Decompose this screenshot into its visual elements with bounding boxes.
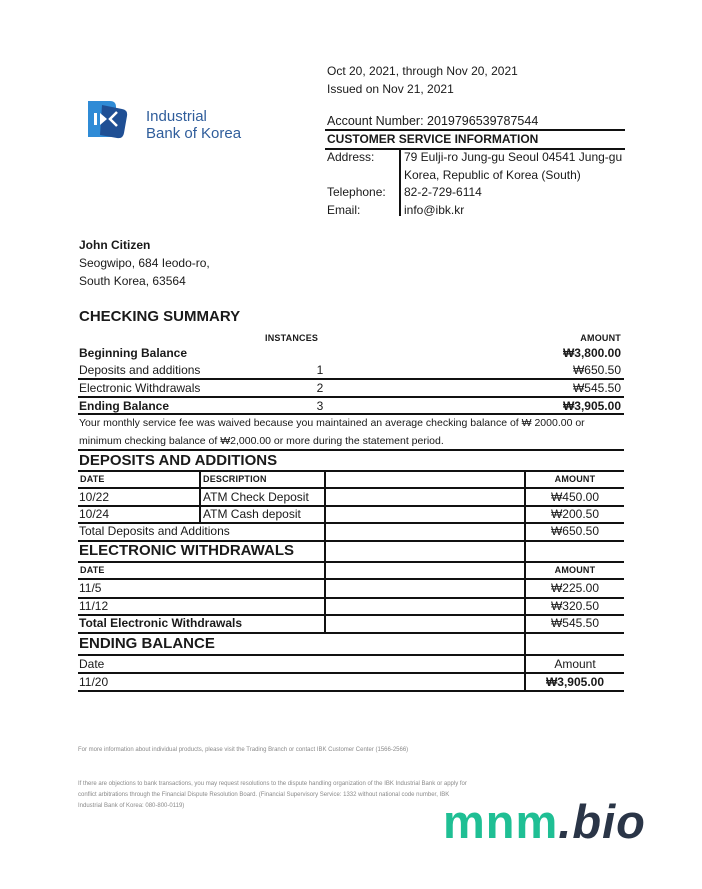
ending-amount: ₩3,905.00 <box>545 675 605 689</box>
divider <box>399 150 401 216</box>
bank-name-line1: Industrial <box>146 108 207 125</box>
account-number: Account Number: 2019796539787544 <box>327 114 539 128</box>
bank-name-line2: Bank of Korea <box>146 125 242 142</box>
summary-label: Deposits and additions <box>79 363 201 377</box>
withdrawal-date: 11/5 <box>79 581 102 595</box>
ending-date-header: Date <box>79 657 105 671</box>
statement-issued-date: Issued on Nov 21, 2021 <box>327 82 454 96</box>
watermark-part1: mnm <box>443 795 559 848</box>
withdrawal-date: 11/12 <box>79 599 109 613</box>
statement-period: Oct 20, 2021, through Nov 20, 2021 <box>327 64 518 78</box>
deposits-amount-header: AMOUNT <box>554 474 596 484</box>
withdrawals-date-header: DATE <box>80 565 105 575</box>
summary-amount: ₩545.50 <box>572 381 621 395</box>
telephone-label: Telephone: <box>327 185 386 199</box>
summary-amount: ₩650.50 <box>572 363 621 377</box>
watermark-part2: .bio <box>558 795 646 848</box>
footer-dispute-line2: conflict arbitrations through the Financial Dispute Resolution Board. (Financial Supervisory Service: 1332 without national code number, IBK <box>78 792 450 798</box>
deposit-description: ATM Check Deposit <box>203 490 309 504</box>
withdrawals-total-label: Total Electronic Withdrawals <box>79 616 243 630</box>
divider <box>524 470 526 691</box>
divider <box>199 470 201 523</box>
deposits-date-header: DATE <box>80 474 105 484</box>
deposits-title: DEPOSITS AND ADDITIONS <box>79 452 278 469</box>
deposit-amount: ₩200.50 <box>550 507 600 521</box>
customer-name: John Citizen <box>79 238 151 252</box>
customer-address-line1: Seogwipo, 684 Ieodo-ro, <box>79 256 210 270</box>
customer-address-line2: South Korea, 63564 <box>79 274 186 288</box>
footer-info: For more information about individual products, please visit the Trading Branch or contact IBK Customer Center (1566-2566) <box>78 747 409 753</box>
email-value: info@ibk.kr <box>404 203 465 217</box>
summary-amount: ₩3,905.00 <box>562 399 621 413</box>
summary-instances: 2 <box>316 381 324 395</box>
summary-amount: ₩3,800.00 <box>562 346 621 360</box>
withdrawals-title: ELECTRONIC WITHDRAWALS <box>79 542 294 559</box>
divider <box>324 470 326 633</box>
divider <box>78 561 624 563</box>
watermark-logo <box>443 794 646 850</box>
summary-instances: 3 <box>316 399 324 413</box>
deposit-amount: ₩450.00 <box>550 490 600 504</box>
fee-waiver-note-line2: minimum checking balance of ₩2,000.00 or more during the statement period. <box>79 435 444 447</box>
summary-label: Ending Balance <box>79 399 170 413</box>
deposit-date: 10/24 <box>79 507 110 521</box>
address-line2: Korea, Republic of Korea (South) <box>404 168 581 182</box>
deposits-description-header: DESCRIPTION <box>203 474 267 484</box>
ibk-logo-icon <box>84 99 128 139</box>
bank-name <box>146 108 241 142</box>
deposit-date: 10/22 <box>79 490 110 504</box>
email-label: Email: <box>327 203 361 217</box>
amount-header: AMOUNT <box>580 333 621 343</box>
deposits-total-label: Total Deposits and Additions <box>79 524 230 538</box>
divider <box>78 690 624 692</box>
ending-amount-header: Amount <box>554 657 596 671</box>
divider <box>78 470 624 472</box>
footer-dispute-line3: Industrial Bank of Korea: 080-800-0119) <box>78 803 185 809</box>
fee-waiver-note-line1: Your monthly service fee was waived because you maintained an average checking balance of ₩ 2000.00 or <box>79 417 585 429</box>
deposit-description: ATM Cash deposit <box>203 507 301 521</box>
footer-dispute-line1: If there are objections to bank transactions, you may request resolutions to the dispute handling organization of the IBK Industrial Bank or apply for <box>78 781 467 787</box>
summary-label: Beginning Balance <box>79 346 188 360</box>
withdrawal-amount: ₩225.00 <box>550 581 600 595</box>
ending-date: 11/20 <box>79 675 109 689</box>
customer-service-title: CUSTOMER SERVICE INFORMATION <box>327 132 539 146</box>
withdrawals-total-amount: ₩545.50 <box>550 616 600 630</box>
withdrawal-amount: ₩320.50 <box>550 599 600 613</box>
summary-instances: 1 <box>316 363 324 377</box>
deposits-total-amount: ₩650.50 <box>550 524 600 538</box>
address-label: Address: <box>327 150 375 164</box>
withdrawals-amount-header: AMOUNT <box>554 565 596 575</box>
address-line1: 79 Eulji-ro Jung-gu Seoul 04541 Jung-gu <box>404 150 623 164</box>
checking-summary-title: CHECKING SUMMARY <box>79 308 241 325</box>
telephone-value: 82-2-729-6114 <box>404 185 482 199</box>
ending-balance-title: ENDING BALANCE <box>79 635 215 652</box>
instances-header: INSTANCES <box>265 333 319 343</box>
summary-label: Electronic Withdrawals <box>79 381 201 395</box>
